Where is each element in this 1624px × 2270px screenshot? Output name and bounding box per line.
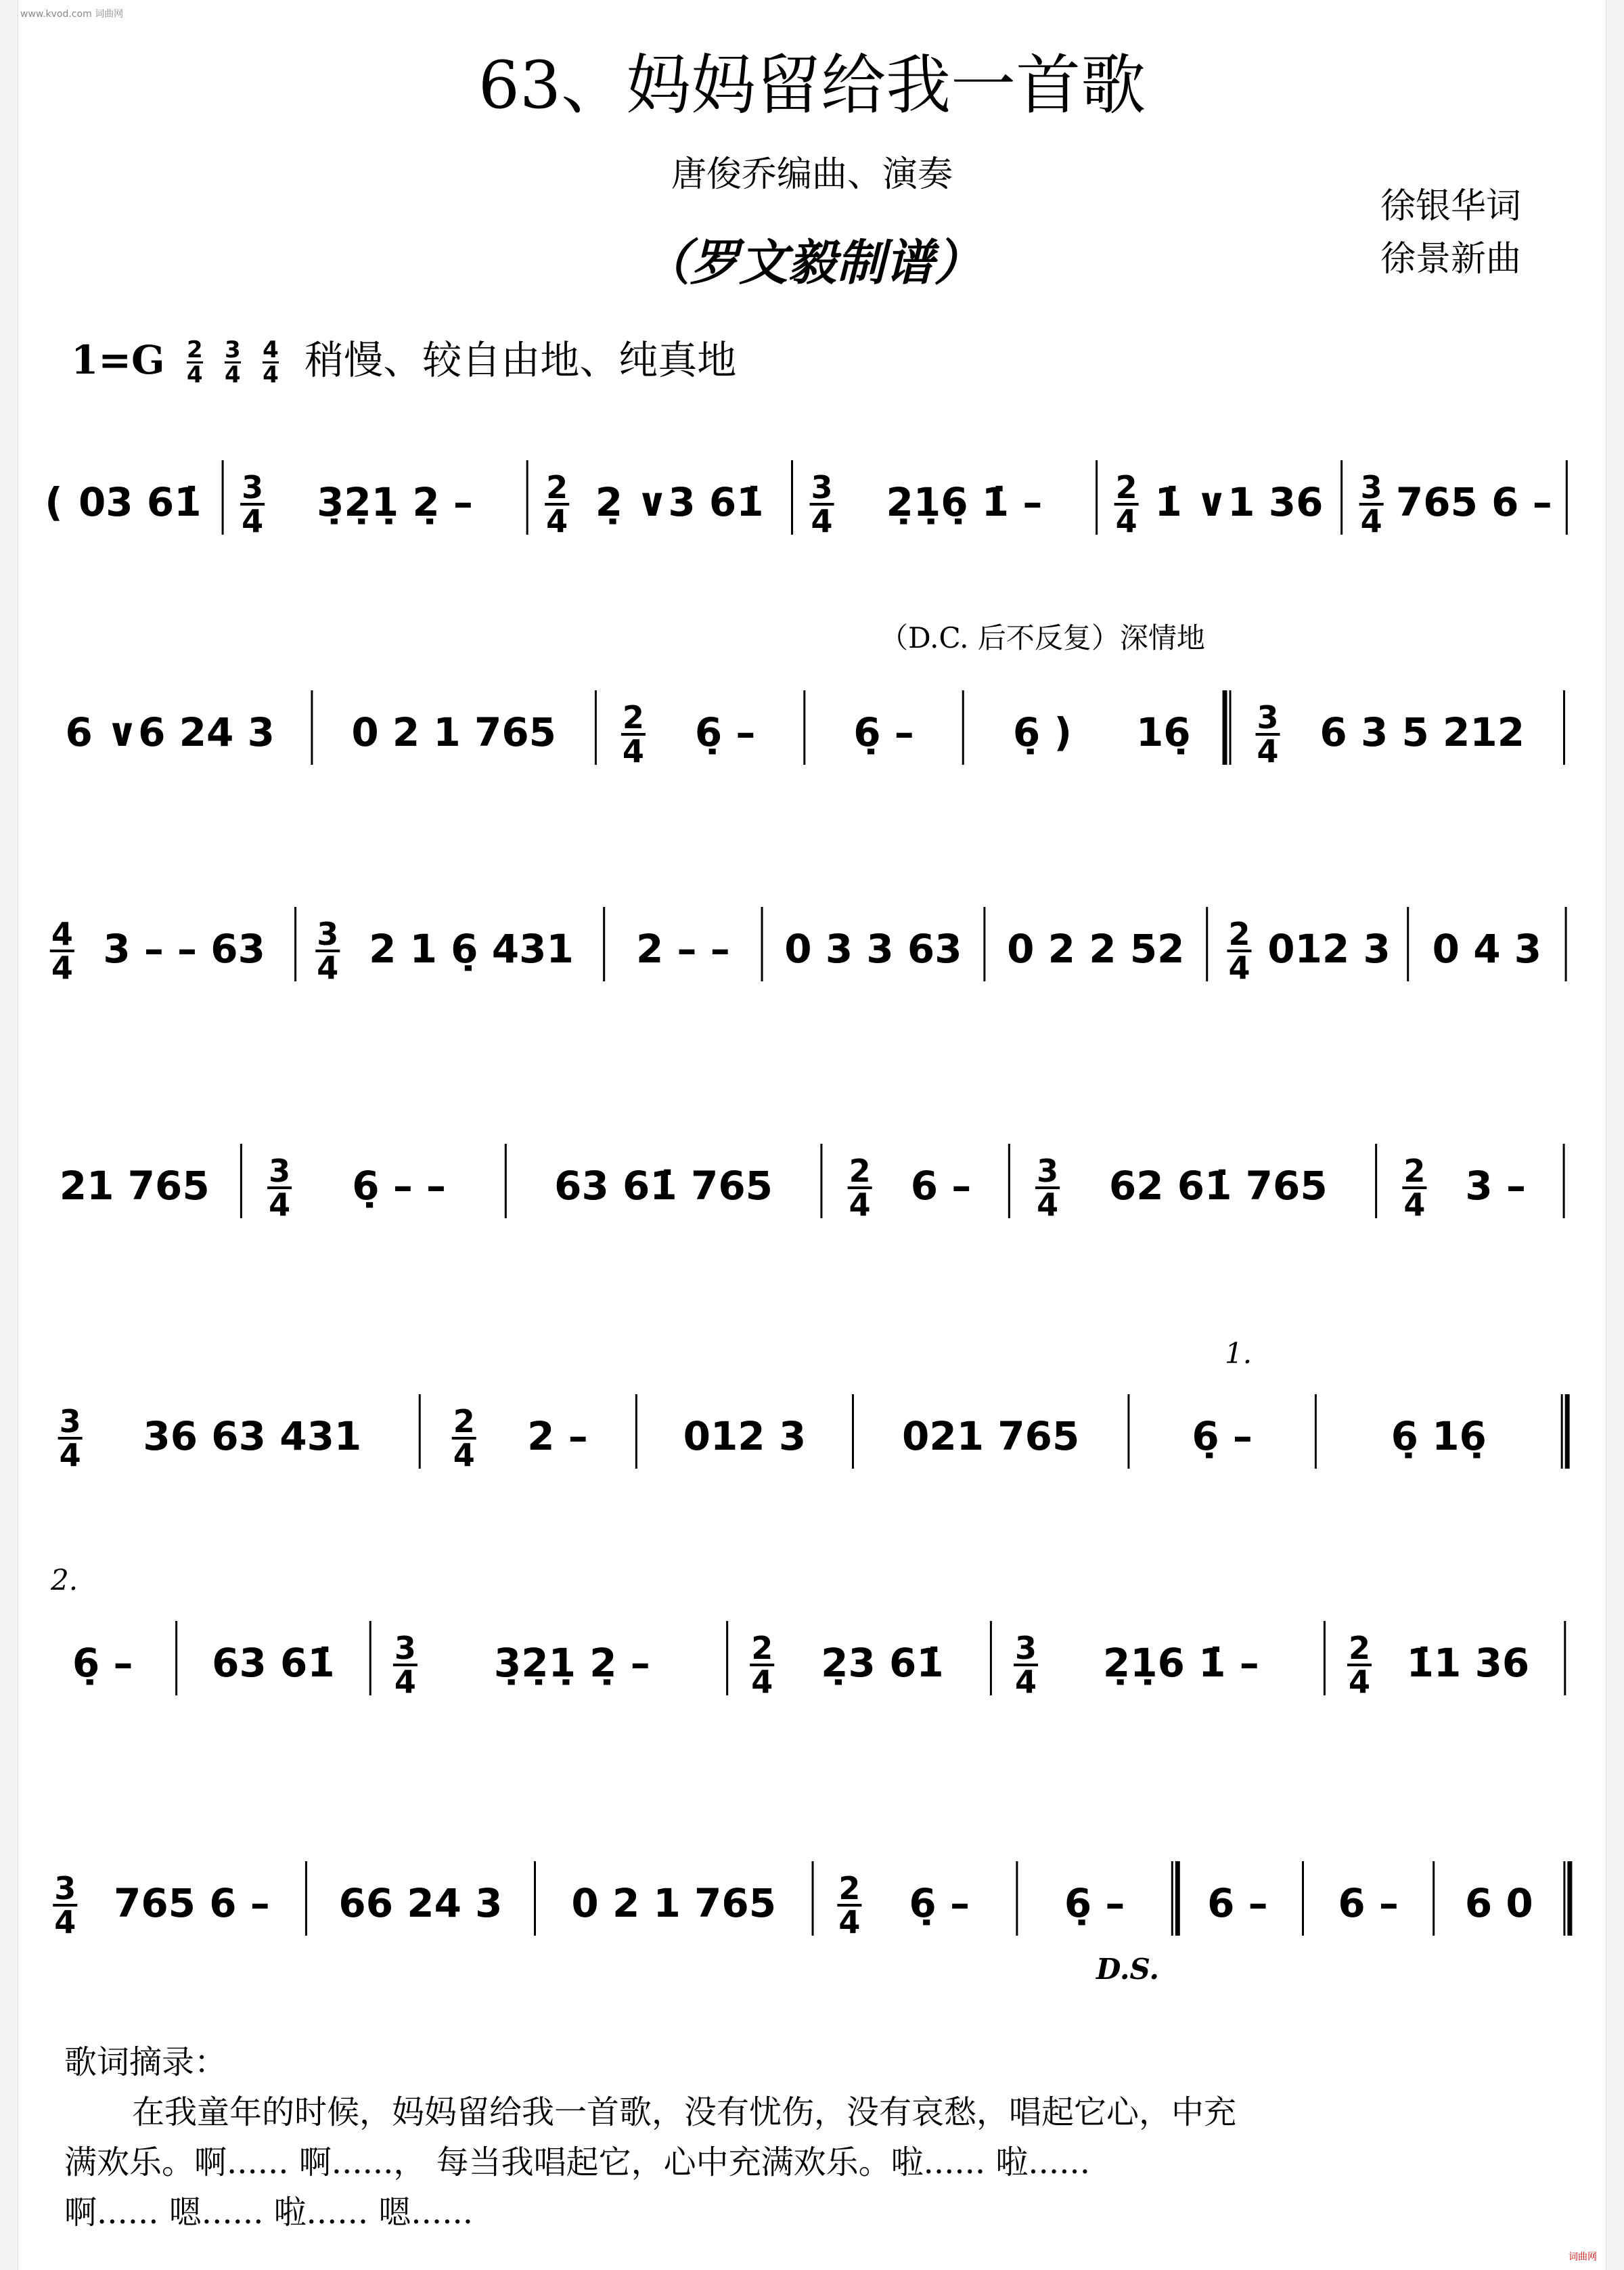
time-signature-denominator: 4: [546, 503, 568, 539]
note-group: 3 – – 63: [103, 926, 265, 972]
time-signature-numerator: 2: [453, 1403, 475, 1440]
note-group: 1̇1 36: [1406, 1640, 1530, 1686]
lyrics-line: 满欢乐。啊...... 啊......， 每当我唱起它，心中充满欢乐。啦...... 啦......: [64, 2143, 1090, 2181]
time-signature-numerator: 2: [546, 469, 568, 506]
time-signature-denominator: 4: [811, 503, 833, 539]
time-signature-denominator: 4: [1115, 503, 1137, 539]
arranger-credit: 唐俊乔编曲、演奏: [671, 154, 953, 195]
note-group: 63 61̇: [212, 1640, 335, 1686]
time-signature-denominator: 4: [1257, 733, 1279, 770]
time-signature-numerator: 3: [317, 916, 339, 952]
time-signature-2-4: $\frac{2}{4}$: [186, 336, 203, 389]
score-system-3: [34, 880, 1583, 1015]
note-group: 6̣ 16̣: [1391, 1413, 1487, 1459]
time-signature-numerator: 3: [242, 469, 264, 506]
bottom-right-watermark: 词曲网: [1569, 2252, 1597, 2263]
time-signature-4-4: $\frac{4}{4}$: [263, 336, 279, 389]
time-signature-denominator: 4: [1360, 503, 1382, 539]
note-group: 765 6 –: [113, 1880, 270, 1926]
note-group: 6̣ –: [72, 1640, 133, 1686]
note-group: 6 –: [1338, 1880, 1399, 1926]
note-group: 36 63 431: [143, 1413, 362, 1459]
time-signature-numerator: 2: [1403, 1153, 1426, 1189]
note-group: 2̣3 61̇: [821, 1640, 944, 1686]
note-group: 6 0: [1464, 1880, 1533, 1926]
score-system-2: [34, 663, 1583, 799]
note-group: 2 1 6̣ 431: [369, 926, 574, 972]
ds-marking: D.S.: [1096, 1953, 1160, 1986]
lyrics-line: 在我童年的时候，妈妈留给我一首歌，没有忧伤，没有哀愁，唱起它心，中充: [132, 2093, 1237, 2131]
time-signature-numerator: 3: [54, 1870, 76, 1907]
score-system-5: [34, 1367, 1583, 1503]
time-signature-numerator: 3: [1037, 1153, 1059, 1189]
transcriber-credit: （罗文毅制谱）: [641, 233, 983, 291]
key-and-tempo-line: [71, 328, 737, 389]
lyrics-heading: 歌词摘录：: [64, 2043, 227, 2081]
note-group: 6̣ –: [909, 1880, 970, 1926]
note-group: 63 61̇ 765: [554, 1163, 773, 1209]
note-group: 6̣ –: [1064, 1880, 1125, 1926]
second-ending-label: 2.: [51, 1563, 78, 1597]
note-group: 765 6 –: [1395, 479, 1552, 525]
time-signature-numerator: 4: [51, 916, 73, 952]
time-signature-numerator: 3: [1015, 1630, 1037, 1666]
right-decorative-border: [1606, 0, 1624, 2270]
time-signature-numerator: 2: [751, 1630, 773, 1666]
time-signature-numerator: 3: [394, 1630, 416, 1666]
note-group: 012 3: [683, 1413, 807, 1459]
note-group: 6 3 5 212: [1320, 709, 1525, 755]
time-signature-denominator: 4: [1037, 1186, 1059, 1223]
note-group: 6 –: [1207, 1880, 1268, 1926]
note-group: 3̣2̣1̣ 2̣ –: [317, 479, 473, 525]
note-group: 2 – –: [635, 926, 730, 972]
time-signature-denominator: 4: [51, 950, 73, 986]
time-signature-denominator: 4: [1015, 1664, 1037, 1700]
note-group: (: [45, 479, 63, 525]
time-signature-numerator: 3: [811, 469, 833, 506]
note-group: 6̣ –: [694, 709, 756, 755]
key-signature: 1=G: [71, 337, 165, 383]
time-signature-denominator: 4: [269, 1186, 291, 1223]
note-group: 6 –: [910, 1163, 972, 1209]
time-signature-denominator: 4: [751, 1664, 773, 1700]
note-group: 6̣ –: [853, 709, 914, 755]
time-signature-denominator: 4: [394, 1664, 416, 1700]
lyrics-excerpt: [64, 2037, 1553, 2238]
time-signature-denominator: 4: [1228, 950, 1250, 986]
lyricist-credit: 徐银华词: [1380, 186, 1522, 227]
time-signature-denominator: 4: [453, 1437, 475, 1473]
time-signature-numerator: 3: [1257, 699, 1279, 736]
score-system-1: [34, 433, 1583, 569]
note-group: 2̣ ∨3 61̇: [595, 479, 764, 525]
first-ending-label: 1.: [1225, 1337, 1253, 1370]
note-group: 6̣ – –: [352, 1163, 447, 1209]
composer-credit: 徐景新曲: [1380, 239, 1522, 280]
dc-direction: （D.C. 后不反复）深情地: [880, 621, 1205, 654]
time-signature-numerator: 3: [59, 1403, 81, 1440]
note-group: 3 –: [1465, 1163, 1526, 1209]
note-group: 0 2 2 52: [1007, 926, 1185, 972]
time-signature-numerator: 2: [1348, 1630, 1370, 1666]
time-signature-numerator: 2: [1115, 469, 1137, 506]
time-signature-denominator: 4: [242, 503, 264, 539]
note-group: 3̣2̣1̣ 2̣ –: [493, 1640, 650, 1686]
tempo-marking: 稍慢、较自由地、纯真地: [304, 337, 737, 383]
time-signature-denominator: 4: [622, 733, 644, 770]
time-signature-numerator: 2: [1228, 916, 1250, 952]
time-signature-denominator: 4: [838, 1904, 861, 1940]
note-group: 012 3: [1267, 926, 1391, 972]
time-signature-denominator: 4: [1348, 1664, 1370, 1700]
time-signature-numerator: 2: [849, 1153, 871, 1189]
note-group: 2̣1̣6 1̇ –: [1102, 1640, 1259, 1686]
note-group: 1̇ ∨1 36: [1154, 479, 1324, 525]
time-signature-denominator: 4: [1403, 1186, 1426, 1223]
left-decorative-border: [0, 0, 18, 2270]
lyrics-line: 啊...... 嗯...... 啦...... 嗯......: [64, 2194, 473, 2231]
note-group: 2 –: [527, 1413, 588, 1459]
note-group: 21 765: [59, 1163, 210, 1209]
note-group: 0 3 3 63: [784, 926, 962, 972]
note-group: 66 24 3: [338, 1880, 503, 1926]
time-signature-3-4: $\frac{3}{4}$: [225, 336, 241, 389]
score-title: 63、妈妈留给我一首歌: [478, 47, 1146, 123]
score-system-7: [34, 1834, 1583, 1969]
note-group: 6̣ –: [1192, 1413, 1253, 1459]
note-group: 16̣: [1135, 709, 1191, 755]
time-signature-denominator: 4: [849, 1186, 871, 1223]
time-signature-denominator: 4: [317, 950, 339, 986]
note-group: 021 765: [902, 1413, 1080, 1459]
note-group: 6 ∨6 24 3: [65, 709, 275, 755]
note-group: 0 4 3: [1432, 926, 1542, 972]
time-signature-numerator: 3: [269, 1153, 291, 1189]
note-group: 62 61̇ 765: [1108, 1163, 1328, 1209]
time-signature-numerator: 2: [838, 1870, 861, 1907]
note-group: 0 2 1 765: [351, 709, 557, 755]
time-signature-denominator: 4: [59, 1437, 81, 1473]
score-system-6: [34, 1594, 1583, 1729]
top-left-watermark: www.kvod.com 词曲网: [20, 9, 124, 20]
time-signature-denominator: 4: [54, 1904, 76, 1940]
time-signature-numerator: 2: [622, 699, 644, 736]
note-group: 03 61̇: [78, 479, 202, 525]
note-group: 6̣ ): [1012, 709, 1072, 755]
score-system-4: [34, 1117, 1583, 1252]
note-group: 0 2 1 765: [571, 1880, 777, 1926]
time-signature-numerator: 3: [1360, 469, 1382, 506]
note-group: 2̣1̣6̣ 1̇ –: [886, 479, 1043, 525]
